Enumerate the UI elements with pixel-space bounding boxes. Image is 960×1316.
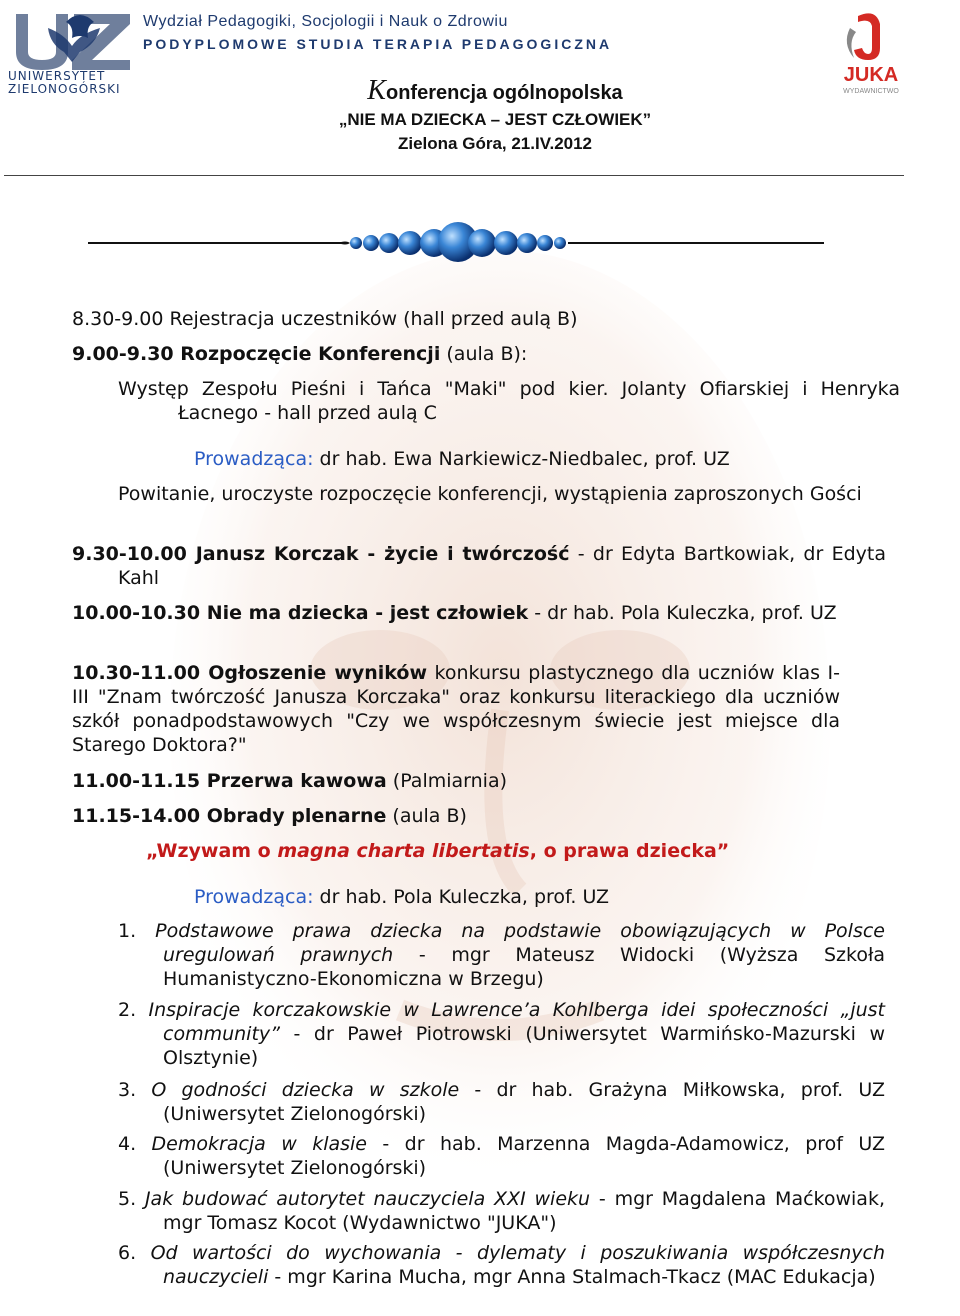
conference-name: „NIE MA DZIECKA – JEST CZŁOWIEK” — [338, 110, 652, 129]
program-item-opening: 9.00-9.30 Rozpoczęcie Konferencji (aula B): — [72, 343, 528, 365]
juka-logo-subtext: WYDAWNICTWO — [843, 88, 899, 95]
program-item-registration: 8.30-9.00 Rejestracja uczestników (hall przed aulą B) — [72, 308, 578, 330]
conference-place-date: Zielona Góra, 21.IV.2012 — [397, 134, 593, 153]
conference-title: Konferencja ogólnopolska — [367, 75, 623, 106]
program-item-welcome: Powitanie, uroczyste rozpoczęcie konferencji, wystąpienia zaproszonych Gości — [118, 483, 862, 505]
program-item-contest-results: 10.30-11.00 Ogłoszenie wyników konkursu plastycznego dla uczniów klas I-III "Znam twórczość Janusza Korczaka" oraz konkursu literackiego dla uczniów szkół ponadpodstawowych "Czy we współczesnym świecie jest miejsce dla Starego Doktora?" — [72, 662, 840, 756]
studies-name: PODYPLOMOWE STUDIA TERAPIA PEDAGOGICZNA — [143, 36, 613, 52]
program-item-chair-1: Prowadząca: dr hab. Ewa Narkiewicz-Niedbalec, prof. UZ — [194, 448, 730, 470]
program-item-plenary: 11.15-14.00 Obrady plenarne (aula B) — [72, 805, 467, 827]
program-item-coffee-break: 11.00-11.15 Przerwa kawowa (Palmiarnia) — [72, 770, 508, 792]
program-item-performance: Występ Zespołu Pieśni i Tańca "Maki" pod kier. Jolanty Ofiarskiej i Henryka Łacnego - hall przed aulą C — [118, 378, 900, 424]
talk-item: 6. Od wartości do wychowania - dylematy i poszukiwania współczesnych nauczycieli - mgr Karina Mucha, mgr Anna Stalmach-Tkacz (MAC Edukacja) — [118, 1242, 885, 1288]
pearls-ornament-divider — [88, 218, 824, 266]
university-name: UNIWERSYTET ZIELONOGÓRSKI — [8, 69, 121, 96]
program-item-no-child: 10.00-10.30 Nie ma dziecka - jest człowiek - dr hab. Pola Kuleczka, prof. UZ — [72, 602, 837, 624]
header-divider — [4, 175, 904, 176]
talk-item: 5. Jak budować autorytet nauczyciela XXI wieku - mgr Magdalena Maćkowiak, mgr Tomasz Kocot (Wydawnictwo "JUKA") — [118, 1188, 885, 1234]
talk-item: 3. O godności dziecka w szkole - dr hab. Grażyna Miłkowska, prof. UZ (Uniwersytet Zielonogórski) — [118, 1079, 885, 1125]
program-item-korczak-life: 9.30-10.00 Janusz Korczak - życie i twórczość - dr Edyta Bartkowiak, dr Edyta Kahl — [72, 543, 886, 589]
juka-publisher-logo-icon — [836, 8, 906, 98]
page-header — [0, 0, 960, 180]
talk-item: 1. Podstawowe prawa dziecka na podstawie obowiązujących w Polsce uregulowań prawnych - mgr Mateusz Widocki (Wyższa Szkoła Humanistyczno-Ekonomiczna w Brzegu) — [118, 920, 885, 990]
conference-title-block — [300, 76, 690, 156]
program-item-chair-2: Prowadząca: dr hab. Pola Kuleczka, prof. UZ — [194, 886, 610, 908]
talk-item: 2. Inspiracje korczakowskie w Lawrence’a Kohlberga idei społeczności „just community” - dr Paweł Piotrowski (Uniwersytet Warmińsko-Mazurski w Olsztynie) — [118, 999, 885, 1069]
session-title: „Wzywam o magna charta libertatis, o prawa dziecka” — [146, 840, 730, 862]
talk-item: 4. Demokracja w klasie - dr hab. Marzenna Magda-Adamowicz, prof UZ (Uniwersytet Zielonogórski) — [118, 1133, 885, 1179]
faculty-name: Wydział Pedagogiki, Socjologii i Nauk o Zdrowiu — [143, 13, 508, 30]
juka-logo-text: JUKA — [843, 64, 899, 86]
